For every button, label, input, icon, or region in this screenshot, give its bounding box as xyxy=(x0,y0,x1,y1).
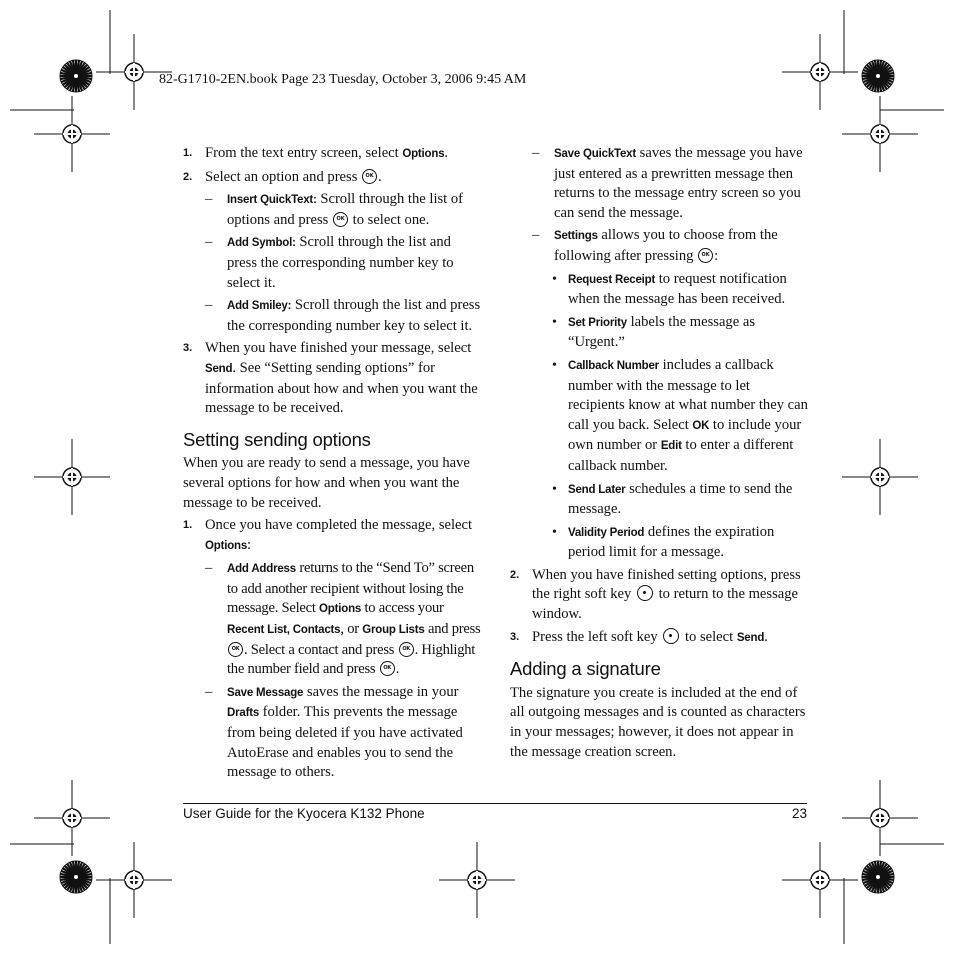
book-header: 82-G1710-2EN.book Page 23 Tuesday, October 3, 2006 9:45 AM xyxy=(159,72,527,87)
options-key: Options xyxy=(402,148,445,160)
option-save-quicktext: – Save QuickText saves the message you have just entered as a prewritten message then returns to the message entry screen so you can send the message. xyxy=(532,145,803,221)
right-column xyxy=(510,144,808,762)
step-2: 2. Select an option and press OK. xyxy=(183,168,483,188)
page-number: 23 xyxy=(791,806,807,821)
bullet-validity-period: • Validity Period defines the expiration period limit for a message. xyxy=(552,523,775,561)
ok-key-icon xyxy=(698,248,713,263)
step-3-send: 3. Press the left soft key to select Send. xyxy=(510,628,768,645)
ok-key-icon xyxy=(399,642,414,657)
bullet-send-later: • Send Later schedules a time to send the message. xyxy=(552,480,793,518)
option-insert-quicktext: – Insert QuickText: Scroll through the list of options and press OK to select one. xyxy=(183,190,483,230)
heading-adding-a-signature: Adding a signature xyxy=(510,658,661,680)
signature-paragraph: The signature you create is included at the end of all outgoing messages and is counted as characters in your messages; however, it does not appear in the message creation screen. xyxy=(510,684,806,760)
step-3: 3. When you have finished your message, select Send. See “Setting sending options” for information about how and when you want the message to be received. xyxy=(183,340,478,417)
send-key: Send xyxy=(205,362,233,375)
ok-key-icon xyxy=(380,661,395,676)
option-add-address: – Add Address returns to the “Send To” screen to add another recipient without losing the message. Select Options to access your Recent List, Contacts, or Group Lists and press OK. Select a contact and press OK. Highlight the number field and press OK. xyxy=(183,559,483,680)
right-soft-key-icon xyxy=(637,585,653,601)
footer-rule xyxy=(183,803,807,804)
ok-key-icon xyxy=(228,642,243,657)
option-save-message: – Save Message saves the message in your Drafts folder. This prevents the message from being deleted if you have activated AutoErase and enables you to send the message to others. xyxy=(205,683,463,781)
ok-key-icon xyxy=(362,169,377,184)
bullet-request-receipt: • Request Receipt to request notification when the message has been received. xyxy=(552,270,787,308)
footer-title: User Guide for the Kyocera K132 Phone xyxy=(183,806,425,821)
bullet-callback-number: • Callback Number includes a callback number with the message to let recipients know at what number they can call you back. Select OK to include your own number or Edit to enter a different callback number. xyxy=(552,356,808,474)
sending-intro: When you are ready to send a message, you have several options for how and when you want the message to be received. xyxy=(183,455,470,511)
option-settings: – Settings allows you to choose from the following after pressing OK: xyxy=(510,226,808,266)
step-2-send: 2. When you have finished setting options, press the right soft key to return to the message window. xyxy=(510,566,801,623)
left-soft-key-icon xyxy=(663,628,679,644)
left-column xyxy=(183,144,483,783)
option-add-smiley: – Add Smiley: Scroll through the list and press the corresponding number key to select it. xyxy=(205,297,481,334)
bullet-set-priority: • Set Priority labels the message as “Urgent.” xyxy=(552,313,756,351)
heading-setting-sending-options: Setting sending options xyxy=(183,428,371,450)
ok-key-icon xyxy=(333,212,348,227)
step-1: 1. From the text entry screen, select Options. xyxy=(183,145,449,161)
step-1-send: 1. Once you have completed the message, select Options: xyxy=(183,517,473,553)
option-add-symbol: – Add Symbol: Scroll through the list and press the corresponding number key to select it. xyxy=(205,234,454,291)
